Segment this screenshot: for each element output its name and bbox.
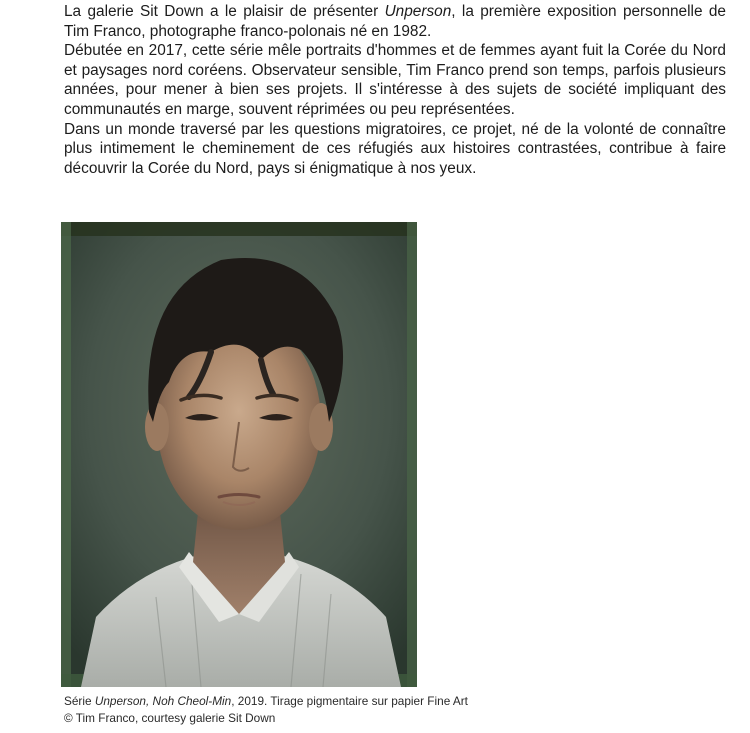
caption-separator: , — [145, 694, 153, 708]
intro-paragraph-3: Dans un monde traversé par les questions migratoires, ce projet, né de la volonté de connaître plus intimement le cheminement de ces réfugiés aux histoires contrastées, contribue à faire découvrir la Corée du Nord, pays si énigmatique à nos yeux. — [64, 120, 726, 177]
exhibition-title: Unperson — [384, 3, 452, 20]
intro-p1-end: , la première exposition personnelle de Tim Franco, photographe franco-polonais né en 1982. — [64, 3, 726, 40]
caption-details: , 2019. Tirage pigmentaire sur papier Fine Art — [231, 694, 468, 708]
caption-line-1 — [64, 693, 468, 710]
caption-work-title: Noh Cheol-Min — [152, 694, 232, 708]
caption-series-title: Unperson — [94, 694, 146, 708]
intro-text — [64, 2, 726, 178]
intro-p1-start: La galerie Sit Down a le plaisir de présenter — [64, 3, 385, 20]
portrait-photo — [61, 222, 417, 687]
photo-caption — [64, 693, 468, 727]
intro-paragraph-2: Débutée en 2017, cette série mêle portraits d'hommes et de femmes ayant fuit la Corée du Nord et paysages nord coréens. Observateur sensible, Tim Franco prend son temps, parfois plusieurs années, pour mener à bien ses projets. Il s'intéresse à des sujets de société impliquant des communautés en marge, souvent réprimées ou peu représentées. — [64, 42, 726, 118]
intro-paragraph-1 — [64, 2, 726, 41]
caption-credit: © Tim Franco, courtesy galerie Sit Down — [64, 711, 276, 725]
caption-prefix: Série — [64, 694, 95, 708]
